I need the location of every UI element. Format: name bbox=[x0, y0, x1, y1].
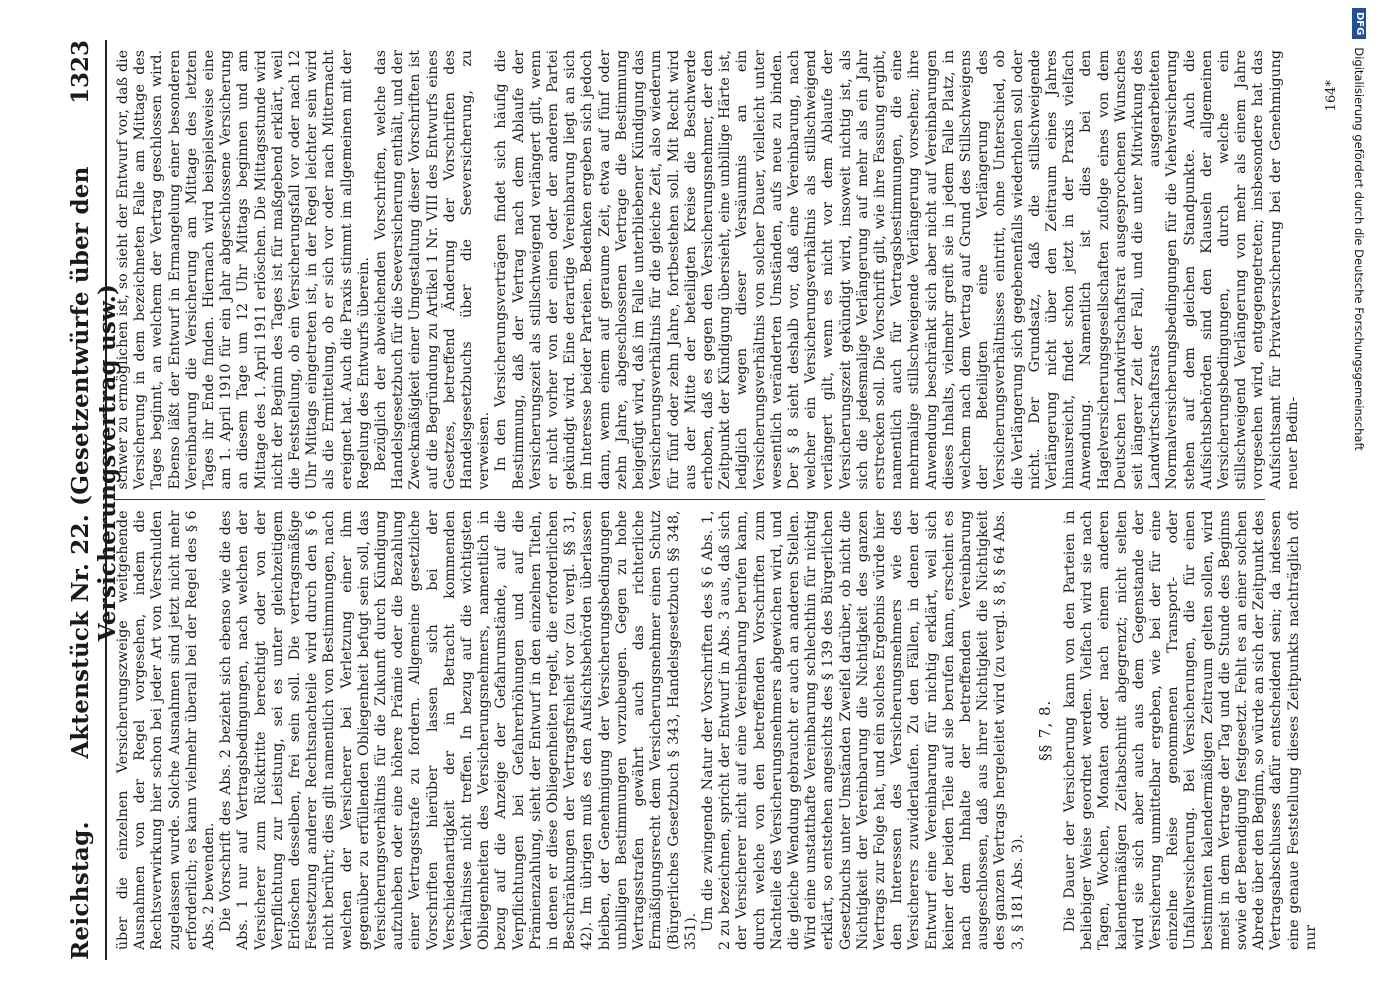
text-columns bbox=[115, 40, 1319, 960]
header-reichstag: Reichstag. bbox=[67, 821, 94, 960]
document-page bbox=[55, 0, 1345, 1000]
left-column bbox=[115, 501, 1319, 961]
page-header bbox=[67, 40, 121, 960]
paragraph: schwer zu ermöglichen ist, so sieht der Entwurf vor, daß die Versicherung in dem bezeichneten Falle am Mittage des Tages beginnt, an welchem der Vertrag geschlossen wird. Ebenso läßt der Entwurf in Ermangelung einer besonderen Vereinbarung die Versicherung am Mittage des letzten Tages ihr Ende finden. Hiernach wird beispielsweise eine am 1. April 1910 für ein Jahr abgeschlossene Versicherung an diesem Tage um 12 Uhr Mittags beginnen und am Mittage des 1. April 1911 erlöschen. Die Mittagsstunde wird nicht der Beginn des Tages ist für maßgebend erklärt, weil die Feststellung, ob ein Versicherungsfall vor oder nach 12 Uhr Mittags eingetreten ist, in der Regel leichter sein wird als die Ermittelung, ob er sich vor oder nach Mitternacht ereignet hat. Auch die Praxis stimmt im allgemeinen mit der Regelung des Entwurfs überein. bbox=[115, 50, 372, 490]
dfg-logo: DFG bbox=[1352, 8, 1366, 39]
right-column bbox=[115, 40, 1301, 501]
paragraph: Bezüglich der abweichenden Vorschriften, welche das Handelsgesetzbuch für die Seeversicherung enthält, und der Zweckmäßigkeit einer Umgestaltung dieser Vorschriften ist auf die Begründung zu Artikel 1 Nr. VIII des Entwurfs eines Gesetzes, betreffend Änderung der Vorschriften des Handelsgesetzbuchs über die Seeversicherung, zu verweisen. bbox=[373, 50, 493, 490]
paragraph: Die Vorschrift des Abs. 2 bezieht sich ebenso wie die des Abs. 1 nur auf Vertragsbedingungen, nach welchen der Versicherer zum Rücktritte berechtigt oder von der Verpflichtung zur Leistung, sei es unter gleichzeitigem Erlöschen desselben, frei sein soll. Die vertragsmäßige Festsetzung anderer Rechtsnachteile wird durch den § 6 nicht berührt; dies gilt namentlich von Bestimmungen, nach welchen der Versicherer bei Verletzung einer ihm gegenüber zu erfüllenden Obliegenheit befugt sein soll, das Versicherungsverhältnis für die Zukunft durch Kündigung aufzuheben oder eine höhere Prämie oder die Bezahlung einer Vertragsstrafe zu fordern. Allgemeine gesetzliche Vorschriften hierüber lassen sich bei der Verschiedenartigkeit der in Betracht kommenden Verhältnisse nicht treffen. In bezug auf die wichtigsten Obliegenheiten des Versicherungsnehmers, namentlich in bezug auf die Anzeige der Gefahrumstände, auf die Verpflichtungen bei Gefahrerhöhungen und auf die Prämienzahlung, sieht der Entwurf in den einzelnen Titeln, in denen er diese Obliegenheiten regelt, die erforderlichen Beschränkungen der Vertragsfreiheit vor (zu vergl. §§ 31, 42). Im übrigen muß es den Aufsichtsbehörden überlassen bleiben, der Genehmigung der Versicherungsbedingungen unbilligen Bestimmungen vorzubeugen. Gegen zu hohe Vertragsstrafen gewährt auch das richterliche Ermäßigungsrecht dem Versicherungsnehmer einen Schutz (Bürgerliches Gesetzbuch § 343, Handelsgesetzbuch §§ 348, 351). bbox=[218, 510, 699, 950]
paragraph: In den Versicherungsverträgen findet sich häufig die Bestimmung, daß der Vertrag nach dem Ablaufe der Versicherungszeit als stillschweigend verlängert gilt, wenn er nicht vorher von der einen oder der anderen Partei gekündigt wird. Eine derartige Vereinbarung liegt an sich im Interesse beider Parteien. Bedenken ergeben sich jedoch dann, wenn einem auf geraume Zeit, etwa auf fünf oder zehn Jahre, abgeschlossenen Vertrage die Bestimmung beigefügt wird, daß im Falle unterbliebener Kündigung das Versicherungsverhältnis für die gleiche Zeit, also wiederum für fünf oder zehn Jahre, fortbestehen soll. Mit Recht wird aus der Mitte der beteiligten Kreise die Beschwerde erhoben, daß es gegen den Versicherungsnehmer, der den Zeitpunkt der Kündigung übersieht, eine unbillige Härte ist, lediglich wegen dieser Versäumnis an ein Versicherungsverhältnis von solcher Dauer, vielleicht unter wesentlich veränderten Umständen, aufs neue zu binden. Der § 8 sieht deshalb vor, daß eine Vereinbarung, nach welcher ein Versicherungsverhältnis als stillschweigend verlängert gilt, wenn es nicht vor dem Ablaufe der Versicherungszeit gekündigt wird, insoweit nichtig ist, als sich die jedesmalige Verlängerung auf mehr als ein Jahr erstrecken soll. Die Vorschrift gilt, wie ihre Fassung ergibt, namentlich auch für Vertragsbestimmungen, die eine mehrmalige stillschweigende Verlängerung vorsehen; ihre Anwendung beschränkt sich aber nicht auf Vereinbarungen dieses Inhalts, vielmehr greift sie in jedem Falle Platz, in welchem nach dem Vertrag auf Grund des Stillschweigens der Beteiligten eine Verlängerung des Versicherungsverhältnisses eintritt, ohne Unterschied, ob die Verlängerung sich gegebenenfalls wiederholen soll oder nicht. Der Grundsatz, daß die stillschweigende Verlängerung nicht über den Zeitraum eines Jahres hinausreicht, findet schon jetzt in der Praxis vielfach Anwendung. Namentlich ist dies bei den Hagelversicherungsgesellschaften zufolge eines von dem Deutschen Landwirtschaftsrat ausgesprochenen Wunsches seit längerer Zeit der Fall, und die unter Mitwirkung des Landwirtschaftsrats ausgearbeiteten Normalversicherungsbedingungen für die Viehversicherung stehen auf dem gleichen Standpunkte. Auch die Aufsichtsbehörden sind den Klauseln der allgemeinen Versicherungsbedingungen, durch welche ein stillschweigend Verlängerung von mehr als einem Jahre vorgesehen wird, entgegengetreten; insbesondere hat das Aufsichtsamt für Privatversicherung bei der Genehmigung neuer Bedin- bbox=[493, 50, 1301, 490]
sheet-signature: 164* bbox=[1324, 80, 1339, 112]
page-number: 1323 bbox=[67, 40, 94, 105]
paragraph: Die Dauer der Versicherung kann von den Parteien in beliebiger Weise geordnet werden. Vielfach wird sie nach Tagen, Wochen, Monaten oder nach einem anderen kalendermäßigen Zeitabschnitt abgegrenzt; nicht selten wird sie sich aber auch aus dem Gegenstande der Versicherung unmittelbar ergeben, wie bei der für eine einzelne Reise genommenen Transport- oder Unfallversicherung. Bei Versicherungen, die für einen bestimmten kalendermäßigen Zeitraum gelten sollen, wird meist in dem Vertrage der Tag und die Stunde des Beginns sowie der Beendigung festgesetzt. Fehlt es an einer solchen Abrede über den Beginn, so würde an sich der Zeitpunkt des Vertragsabschlusses dafür entscheidend sein; da indessen eine genaue Feststellung dieses Zeitpunkts nachträglich oft nur bbox=[1061, 510, 1319, 950]
dfg-notice-text: Digitalisierung gefördert durch die Deutsche Forschungsgemeinschaft bbox=[1352, 47, 1366, 451]
section-heading: §§ 7, 8. bbox=[1035, 699, 1054, 761]
header-title: Aktenstück Nr. 22. (Gesetzentwürfe über den Versicherungsvertrag usw.) bbox=[67, 166, 121, 759]
dfg-notice bbox=[1346, 8, 1376, 998]
paragraph: über die einzelnen Versicherungszweige weitgehende Ausnahmen von der Regel vorgesehen, indem die Rechtsverwirkung hier schon bei jeder Art von Verschulden zugelassen wurde. Solche Ausnahmen sind jetzt nicht mehr erforderlich; es kann vielmehr überall bei der Regel des § 6 Abs. 2 bewenden. bbox=[115, 510, 218, 950]
paragraph: Um die zwingende Natur der Vorschriften des § 6 Abs. 1, 2 zu bezeichnen, spricht der Entwurf in Abs. 3 aus, daß sich der Versicherer nicht auf eine Vereinbarung berufen kann, durch welche von den betreffenden Vorschriften zum Nachteile des Versicherungsnehmers abgewichen wird, und die gleiche Wendung gebraucht er auch an anderen Stellen. Wird eine unstatthafte Vereinbarung schlechthin für nichtig erklärt, so entstehen angesichts des § 139 des Bürgerlichen Gesetzbuchs unter Umständen Zweifel darüber, ob nicht die Nichtigkeit der Vereinbarung die Nichtigkeit des ganzen Vertrags zur Folge hat, und ein solches Ergebnis würde hier den Interessen des Versicherungsnehmers wie des Versicherers zuwiderlaufen. Zu den Fällen, in denen der Entwurf eine Vereinbarung für nichtig erklärt, weil sich keiner der beiden Teile auf sie berufen kann, erscheint es nach dem Inhalte der betreffenden Vereinbarung ausgeschlossen, daß aus ihrer Nichtigkeit die Nichtigkeit des ganzen Vertrags hergeleitet wird (zu vergl. § 8, § 64 Abs. 3, § 181 Abs. 3). bbox=[699, 510, 1026, 950]
